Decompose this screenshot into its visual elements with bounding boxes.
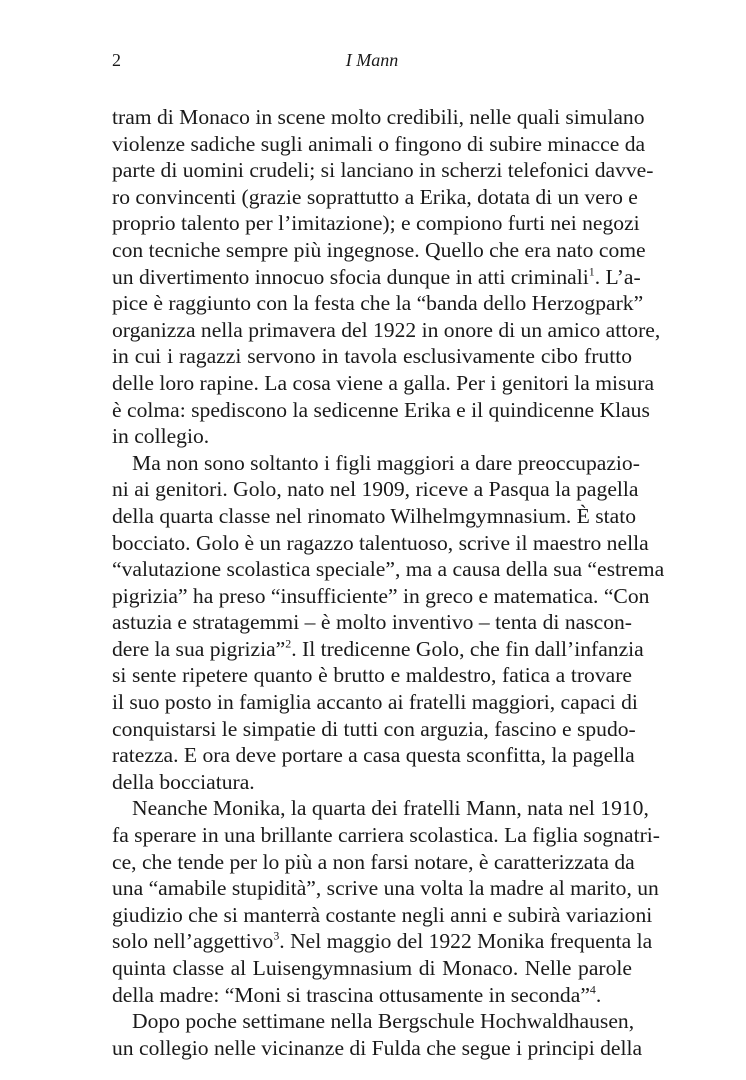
text-segment: della madre: “Moni si trascina ottusamente in seconda” <box>112 982 590 1007</box>
text-line: ro convincenti (grazie soprattutto a Erika, dotata di un vero e <box>112 184 638 209</box>
text-line: astuzia e stratagemmi – è molto inventivo – tenta di nascon- <box>112 610 632 635</box>
text-line: ratezza. E ora deve portare a casa questa sconfitta, la pagella <box>112 743 635 768</box>
paragraph-3 <box>112 795 660 1008</box>
text-line <box>112 264 641 291</box>
text-segment: . Il tredicenne Golo, che fin dall’infanzia <box>291 636 644 661</box>
text-line: organizza nella primavera del 1922 in onore di un amico attore, <box>112 317 661 342</box>
text-line: in collegio. <box>112 424 210 449</box>
text-line: Neanche Monika, la quarta dei fratelli Mann, nata nel 1910, <box>132 796 649 821</box>
text-line <box>112 982 632 1009</box>
text-line <box>112 928 653 955</box>
text-line: bocciato. Golo è un ragazzo talentuoso, scrive il maestro nella <box>112 530 649 555</box>
text-line: è colma: spediscono la sedicenne Erika e il quindicenne Klaus <box>112 397 650 422</box>
text-segment: . L’a- <box>594 264 641 289</box>
text-line: quinta classe al Luisengymnasium di Monaco. Nelle parole <box>112 956 632 980</box>
text-line: Dopo poche settimane nella Bergschule Hochwaldhausen, <box>132 1009 635 1034</box>
text-line: in cui i ragazzi servono in tavola esclusivamente cibo frutto <box>112 344 632 369</box>
text-segment: . Nel maggio del 1922 Monika frequenta la <box>279 929 653 954</box>
text-line: con tecniche sempre più ingegnose. Quello che era nato come <box>112 237 646 262</box>
running-title: I Mann <box>345 50 399 70</box>
text-line: un collegio nelle vicinanze di Fulda che segue i principi della <box>112 1035 643 1060</box>
text-line: della bocciatura. <box>112 769 255 794</box>
running-header <box>112 48 632 72</box>
paragraph-2 <box>112 450 665 796</box>
text-segment: . <box>595 982 602 1007</box>
text-line <box>112 636 644 663</box>
text-line: ce, che tende per lo più a non farsi notare, è caratterizzata da <box>112 849 635 874</box>
text-line: della quarta classe nel rinomato Wilhelmgymnasium. È stato <box>112 503 637 528</box>
text-line: giudizio che si manterrà costante negli anni e subirà variazioni <box>112 902 653 927</box>
text-line: violenze sadiche sugli animali o fingono di subire minacce da <box>112 131 646 156</box>
text-line: si sente ripetere quanto è brutto e maldestro, fatica a trovare <box>112 663 632 688</box>
footnote-ref-3: 3 <box>273 929 280 944</box>
text-line: Ma non sono soltanto i figli maggiori a dare preoccupazio- <box>132 450 640 475</box>
footnote-ref-4: 4 <box>589 982 596 997</box>
text-line: conquistarsi le simpatie di tutti con arguzia, fascino e spudo- <box>112 716 636 741</box>
text-line: tram di Monaco in scene molto credibili, nelle quali simulano <box>112 105 645 129</box>
text-line: delle loro rapine. La cosa viene a galla. Per i genitori la misura <box>112 370 655 395</box>
text-line: una “amabile stupidità”, scrive una volta la madre al marito, un <box>112 876 659 901</box>
text-line: ni ai genitori. Golo, nato nel 1909, riceve a Pasqua la pagella <box>112 477 639 502</box>
text-line: pigrizia” ha preso “insufficiente” in greco e matematica. “Con <box>112 583 650 608</box>
text-segment: dere la sua pigrizia” <box>112 636 286 661</box>
text-line: fa sperare in una brillante carriera scolastica. La figlia sognatri- <box>112 823 660 848</box>
text-line: “valutazione scolastica speciale”, ma a causa della sua “estrema <box>112 557 665 582</box>
text-segment: solo nell’aggettivo <box>112 929 274 954</box>
footnote-ref-1: 1 <box>588 264 595 279</box>
text-line: proprio talento per l’imitazione); e compiono furti nei negozi <box>112 211 640 236</box>
paragraph-4 <box>112 1008 643 1061</box>
page-number: 2 <box>112 50 121 70</box>
text-line: pice è raggiunto con la festa che la “banda dello Herzogpark” <box>112 291 644 316</box>
paragraph-1 <box>112 104 661 450</box>
text-line: parte di uomini crudeli; si lanciano in scherzi telefonici davve- <box>112 158 654 183</box>
text-line: il suo posto in famiglia accanto ai fratelli maggiori, capaci di <box>112 690 638 715</box>
text-segment: un divertimento innocuo sfocia dunque in atti criminali <box>112 264 589 289</box>
footnote-ref-2: 2 <box>285 636 292 651</box>
body-text <box>112 104 665 1061</box>
